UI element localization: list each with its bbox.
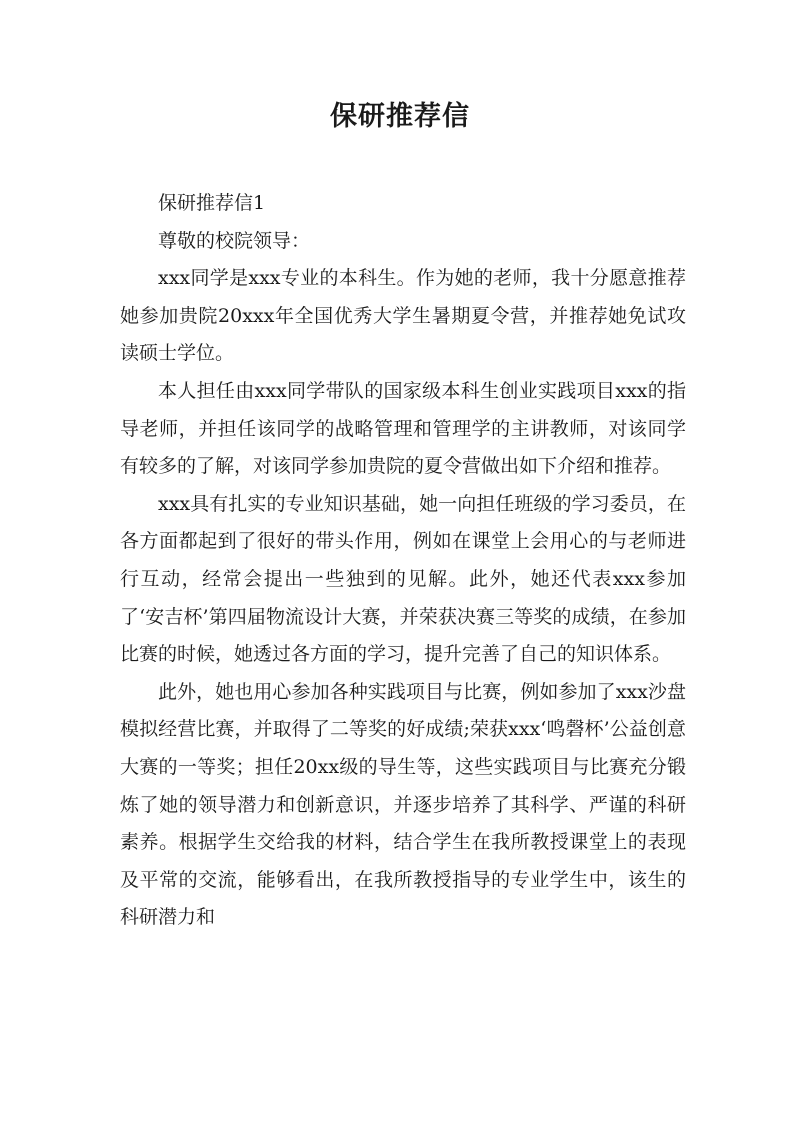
paragraph-introduction: xxx同学是xxx专业的本科生。作为她的老师，我十分愿意推荐她参加贵院20xxx年全国优秀大学生暑期夏令营，并推荐她免试攻读硕士学位。 <box>120 267 686 365</box>
document-body <box>120 185 686 937</box>
salutation: 尊敬的校院领导： <box>158 229 311 252</box>
paragraph-relationship: 本人担任由xxx同学带队的国家级本科生创业实践项目xxx的指导老师，并担任该同学的战略管理和管理学的主讲教师，对该同学有较多的了解，对该同学参加贵院的夏令营做出如下介绍和推荐。 <box>120 379 686 478</box>
paragraph-academics: xxx具有扎实的专业知识基础，她一向担任班级的学习委员，在各方面都起到了很好的带头作用，例如在课堂上会用心的与老师进行互动，经常会提出一些独到的见解。此外，她还代表xxx参加了‘安吉杯’第四届物流设计大赛，并荣获决赛三等奖的成绩，在参加比赛的时候，她透过各方面的学习，提升完善了自己的知识体系。 <box>120 492 686 666</box>
document-title: 保研推荐信 <box>330 101 470 132</box>
letter-heading: 保研推荐信1 <box>158 192 266 214</box>
paragraph-activities: 此外，她也用心参加各种实践项目与比赛，例如参加了xxx沙盘模拟经营比赛，并取得了二等奖的好成绩;荣获xxx‘鸣磬杯’公益创意大赛的一等奖；担任20xx级的导生等，这些实践项目与比赛充分锻炼了她的领导潜力和创新意识，并逐步培养了其科学、严谨的科研素养。根据学生交给我的材料，结合学生在我所教授课堂上的表现及平常的交流，能够看出，在我所教授指导的专业学生中，该生的科研潜力和 <box>120 680 686 929</box>
